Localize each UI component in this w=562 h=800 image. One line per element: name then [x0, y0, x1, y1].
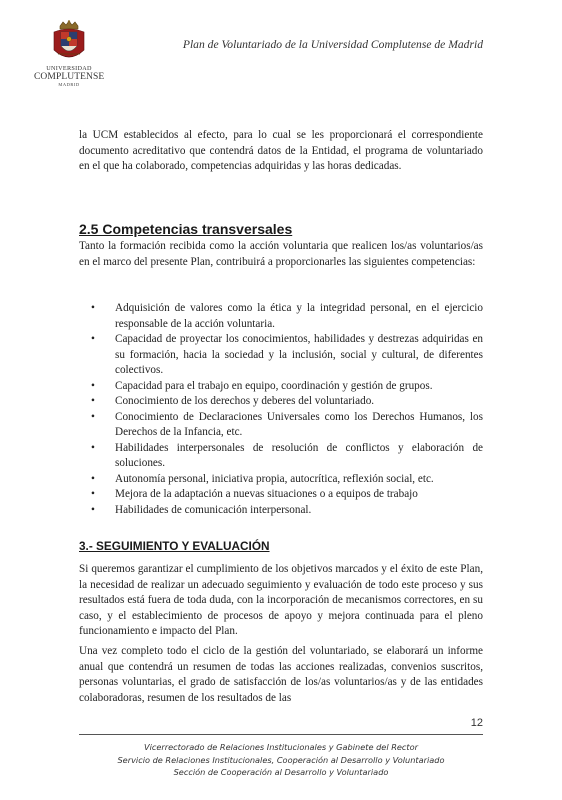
list-item: [79, 332, 483, 379]
logo-line-2: COMPLUTENSE: [34, 72, 105, 82]
section-3-paragraph-2: [79, 644, 483, 706]
intro-paragraph-text: la UCM establecidos al efecto, para lo cual se les proporcionará el correspondiente documento acreditativo que contendrá datos de la Entidad, el programa de voluntariado en el que ha colaborado, competencias adquiridas y las horas dedicadas.: [79, 129, 483, 172]
list-item-text: Habilidades de comunicación interpersonal.: [115, 503, 312, 516]
bullet-icon: •: [91, 333, 95, 345]
section-heading-2-5: 2.5 Competencias transversales: [79, 221, 293, 237]
bullet-icon: •: [91, 379, 95, 392]
section-3-paragraph-1: [79, 562, 483, 640]
list-item-text: Mejora de la adaptación a nuevas situaciones o a equipos de trabajo: [115, 488, 418, 500]
footer-line-3: Sección de Cooperación al Desarrollo y Voluntariado: [173, 767, 389, 777]
section-2-5-intro-text: Tanto la formación recibida como la acción voluntaria que realicen los/as voluntarios/as en el marco del presente Plan, contribuirá a proporcionarles las siguientes competencias:: [79, 240, 483, 268]
list-item: [79, 487, 483, 503]
list-item-text: Autonomía personal, iniciativa propia, autocrítica, reflexión social, etc.: [115, 472, 434, 485]
list-item: [79, 394, 483, 410]
list-item: [79, 410, 483, 441]
list-item-text: Habilidades interpersonales de resolución de conflictos y elaboración de soluciones.: [115, 441, 483, 469]
section-heading-3: 3.- SEGUIMIENTO Y EVALUACIÓN: [79, 539, 270, 553]
list-item: [79, 503, 483, 519]
footer: [79, 741, 483, 779]
list-item-text: Adquisición de valores como la ética y la integridad personal, en el ejercicio responsable de la acción voluntaria.: [115, 302, 483, 330]
footer-divider: [79, 734, 483, 735]
bullet-icon: •: [91, 302, 95, 314]
logo-line-1: UNIVERSIDAD: [46, 65, 92, 72]
footer-line-1: Vicerrectorado de Relaciones Institucionales y Gabinete del Rector: [143, 742, 419, 752]
section-3-paragraph-2-text: Una vez completo todo el ciclo de la gestión del voluntariado, se elaborará un informe anual que contendrá un resumen de todas las acciones realizadas, convenios suscritos, personas voluntarias, el grado de satisfacción de los/as voluntarios/as y de las entidades colaboradoras, resumen de los resultados de las: [79, 645, 483, 704]
bullet-icon: •: [91, 410, 95, 423]
page-number: 12: [470, 717, 483, 729]
bullet-icon: •: [91, 503, 95, 516]
list-item-text: Capacidad para el trabajo en equipo, coordinación y gestión de grupos.: [115, 379, 433, 392]
header-title: Plan de Voluntariado de la Universidad Complutense de Madrid: [182, 38, 483, 51]
bullet-icon: •: [91, 395, 95, 407]
list-item: [79, 301, 483, 332]
section-2-5-intro: [79, 239, 483, 270]
list-item: [79, 441, 483, 472]
intro-paragraph: [79, 128, 483, 175]
bullet-icon: •: [91, 441, 95, 454]
list-item: [79, 472, 483, 488]
bullet-icon: •: [91, 488, 95, 500]
university-logo: [34, 20, 104, 94]
list-item-text: Capacidad de proyectar los conocimientos, habilidades y destrezas adquiridas en su formación, hacia la sociedad y la inclusión, social y cultural, de diferentes colectivos.: [115, 333, 483, 376]
footer-line-2: Servicio de Relaciones Institucionales, Cooperación al Desarrollo y Voluntariado: [117, 754, 445, 765]
bullet-icon: •: [91, 472, 95, 485]
competencies-list: [79, 301, 483, 518]
list-item-text: Conocimiento de Declaraciones Universales como los Derechos Humanos, los Derechos de la Infancia, etc.: [115, 410, 483, 438]
university-crest-icon: [51, 20, 87, 64]
list-item: [79, 379, 483, 395]
section-3-paragraph-1-text: Si queremos garantizar el cumplimiento de los objetivos marcados y el éxito de este Plan, la necesidad de realizar un adecuado seguimiento y evaluación de todo este proceso y sus resultados está fuera de toda duda, con la incorporación de mecanismos correctores, en su caso, y el establecimiento de procesos de apoyo y mejora continuada para el pleno funcionamiento e impacto del Plan.: [79, 563, 483, 637]
logo-line-3: MADRID: [58, 82, 80, 87]
list-item-text: Conocimiento de los derechos y deberes del voluntariado.: [115, 395, 375, 407]
